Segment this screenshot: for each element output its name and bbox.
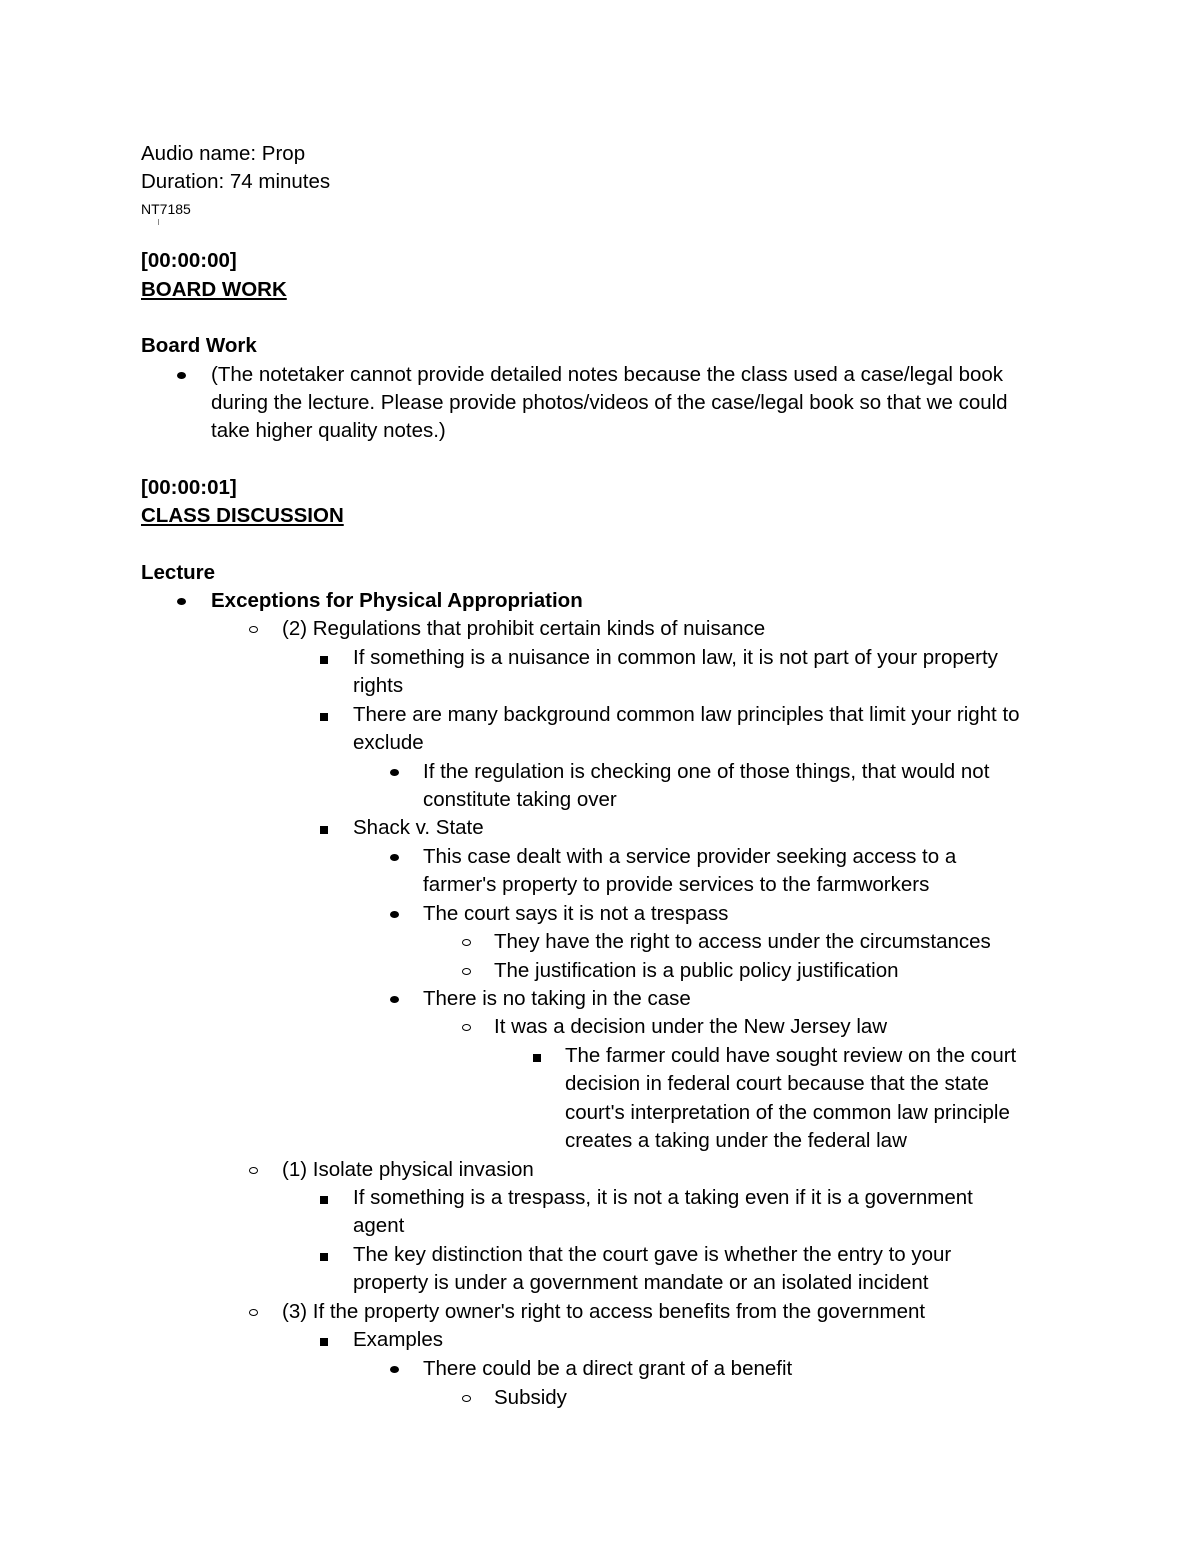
lecture-item: If something is a trespass, it is not a taking even if it is a government — [353, 1186, 973, 1209]
timestamp-2: [00:00:01] — [141, 476, 237, 499]
lecture-item: Examples — [353, 1328, 444, 1351]
subheading-board-work: Board Work — [141, 334, 257, 357]
square-bullet-icon — [315, 1326, 335, 1354]
circle-bullet-icon — [245, 1156, 265, 1184]
heading-class-discussion: CLASS DISCUSSION — [141, 504, 344, 527]
square-bullet-icon — [528, 1042, 548, 1070]
disc-bullet-icon — [173, 361, 193, 389]
heading-board-work: BOARD WORK — [141, 278, 287, 301]
lecture-item: (1) Isolate physical invasion — [282, 1158, 534, 1181]
audio-name: Audio name: Prop — [141, 142, 306, 165]
lecture-item: Shack v. State — [353, 816, 484, 839]
lecture-item: Subsidy — [494, 1386, 567, 1409]
disc-bullet-icon — [386, 900, 406, 928]
subheading-lecture: Lecture — [141, 561, 216, 584]
lecture-item: The justification is a public policy justification — [494, 959, 899, 982]
lecture-item: The farmer could have sought review on the court — [565, 1044, 1017, 1067]
lecture-item: decision in federal court because that the state — [565, 1072, 989, 1095]
square-bullet-icon — [315, 1184, 335, 1212]
duration: Duration: 74 minutes — [141, 170, 331, 193]
disc-bullet-icon — [386, 758, 406, 786]
circle-bullet-icon — [458, 1384, 478, 1412]
square-bullet-icon — [315, 701, 335, 729]
lecture-item: rights — [353, 674, 404, 697]
lecture-item: The key distinction that the court gave is whether the entry to your — [353, 1243, 952, 1266]
board-work-note-line-1: (The notetaker cannot provide detailed notes because the class used a case/legal book — [211, 363, 1004, 386]
disc-bullet-icon — [173, 587, 193, 615]
board-work-note-line-3: take higher quality notes.) — [211, 419, 446, 442]
lecture-item: (2) Regulations that prohibit certain kinds of nuisance — [282, 617, 766, 640]
circle-bullet-icon — [458, 957, 478, 985]
timestamp-1: [00:00:00] — [141, 249, 237, 272]
lecture-item: It was a decision under the New Jersey law — [494, 1015, 888, 1038]
lecture-item: There is no taking in the case — [423, 987, 691, 1010]
square-bullet-icon — [315, 1241, 335, 1269]
circle-bullet-icon — [458, 1013, 478, 1041]
disc-bullet-icon — [386, 1355, 406, 1383]
lecture-item: agent — [353, 1214, 405, 1237]
lecture-item: constitute taking over — [423, 788, 617, 811]
lecture-item: farmer's property to provide services to the farmworkers — [423, 873, 930, 896]
lecture-item: Exceptions for Physical Appropriation — [211, 589, 583, 612]
lecture-item: There are many background common law principles that limit your right to — [353, 703, 1020, 726]
lecture-item: If the regulation is checking one of those things, that would not — [423, 760, 990, 783]
document-code: NT7185 — [141, 201, 191, 217]
square-bullet-icon — [315, 644, 335, 672]
circle-bullet-icon — [245, 1298, 265, 1326]
circle-bullet-icon — [458, 928, 478, 956]
square-bullet-icon — [315, 814, 335, 842]
disc-bullet-icon — [386, 985, 406, 1013]
lecture-item: (3) If the property owner's right to access benefits from the government — [282, 1300, 926, 1323]
lecture-item: creates a taking under the federal law — [565, 1129, 907, 1152]
lecture-item: They have the right to access under the circumstances — [494, 930, 991, 953]
lecture-item: This case dealt with a service provider seeking access to a — [423, 845, 957, 868]
lecture-item: There could be a direct grant of a benefit — [423, 1357, 793, 1380]
lecture-item: exclude — [353, 731, 424, 754]
board-work-note-line-2: during the lecture. Please provide photos/videos of the case/legal book so that we could — [211, 391, 1008, 414]
tick-mark — [158, 219, 159, 225]
lecture-item: property is under a government mandate or an isolated incident — [353, 1271, 929, 1294]
circle-bullet-icon — [245, 615, 265, 643]
disc-bullet-icon — [386, 843, 406, 871]
lecture-item: court's interpretation of the common law principle — [565, 1101, 1010, 1124]
lecture-item: If something is a nuisance in common law, it is not part of your property — [353, 646, 998, 669]
lecture-item: The court says it is not a trespass — [423, 902, 729, 925]
